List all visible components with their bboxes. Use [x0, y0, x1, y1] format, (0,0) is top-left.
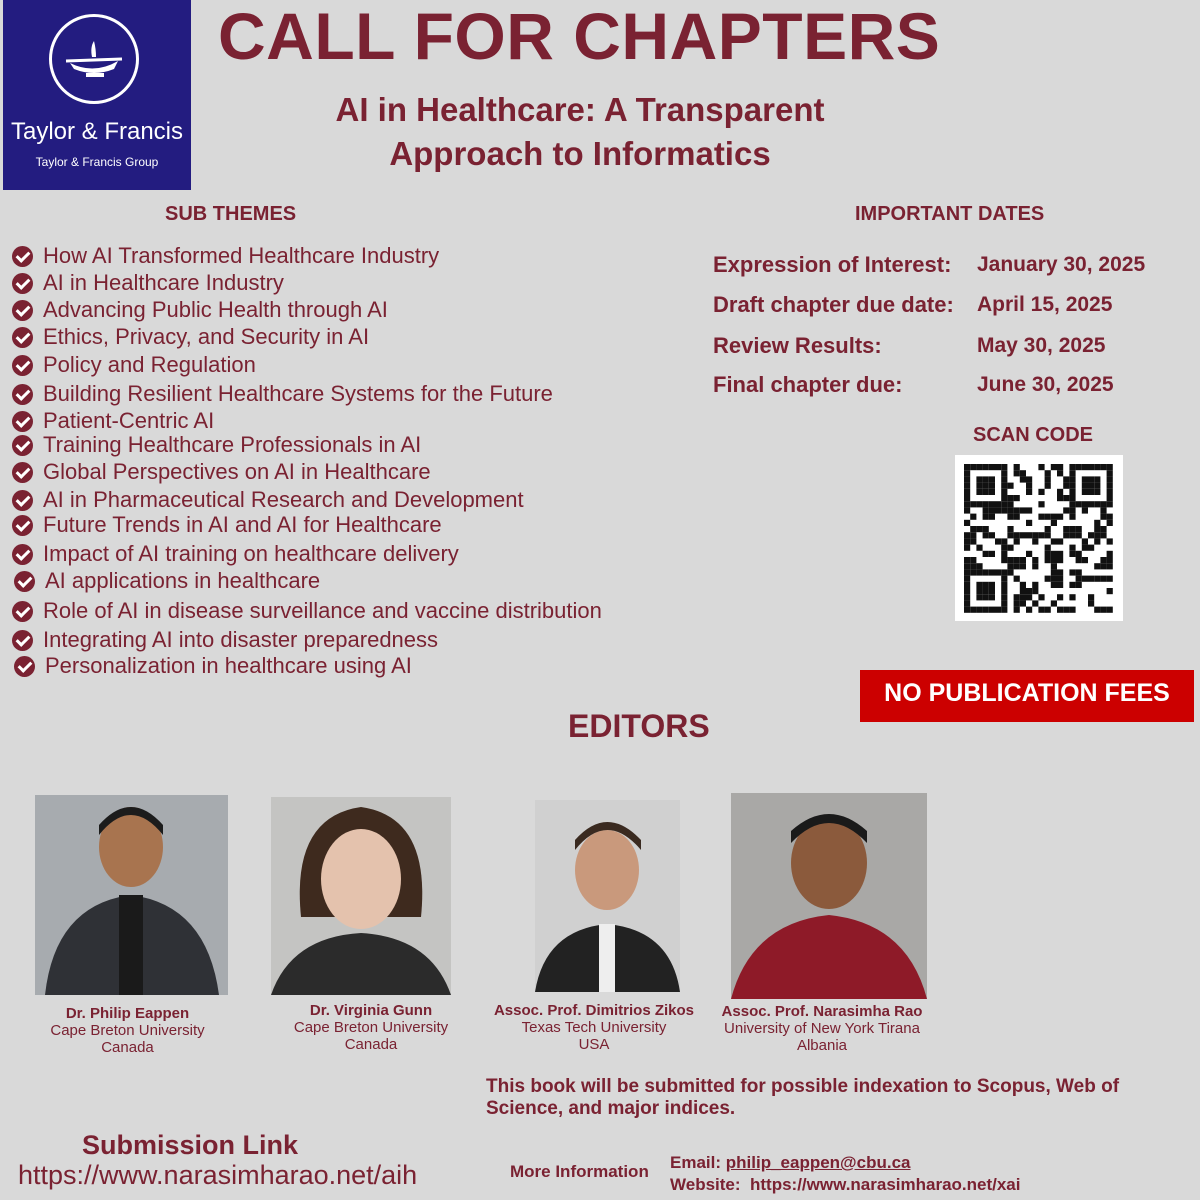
editor-affiliation: University of New York Tirana [724, 1020, 920, 1037]
qr-code[interactable] [955, 455, 1123, 621]
sub-theme-item [12, 459, 431, 485]
sub-theme-item [12, 297, 388, 323]
sub-theme-item [12, 243, 439, 269]
website-row [670, 1174, 1021, 1196]
book-title [250, 88, 910, 176]
book-title-line-1: AI in Healthcare: A Transparent [335, 91, 825, 128]
editor-card [710, 1003, 934, 1054]
check-circle-icon [12, 300, 33, 321]
sub-theme-label: Building Resilient Healthcare Systems for the Future [43, 381, 553, 406]
check-circle-icon [12, 435, 33, 456]
email-link[interactable]: philip_eappen@cbu.ca [725, 1153, 911, 1172]
editor-name: Assoc. Prof. Dimitrios Zikos [493, 1002, 695, 1019]
check-circle-icon [12, 246, 33, 267]
sub-theme-label: Policy and Regulation [43, 352, 256, 377]
sub-theme-item [12, 541, 459, 567]
sub-theme-item [12, 512, 442, 538]
check-circle-icon [12, 544, 33, 565]
editor-affiliation: Cape Breton University [293, 1019, 449, 1036]
editor-card [483, 1002, 705, 1053]
more-information-label: More Information [510, 1162, 649, 1181]
sub-theme-label: How AI Transformed Healthcare Industry [43, 243, 440, 268]
date-value: June 30, 2025 [977, 373, 1114, 396]
date-value: January 30, 2025 [977, 253, 1146, 276]
sub-theme-item [12, 352, 256, 378]
check-circle-icon [12, 384, 33, 405]
editor-name: Dr. Virginia Gunn [309, 1002, 433, 1019]
sub-theme-item [12, 487, 524, 513]
sub-theme-label: Patient-Centric AI [43, 408, 215, 433]
sub-theme-label: AI in Healthcare Industry [43, 270, 284, 295]
check-circle-icon [14, 656, 35, 677]
important-dates-heading: IMPORTANT DATES [855, 203, 1045, 225]
editor-card [20, 1005, 235, 1056]
editors-heading: EDITORS [568, 708, 710, 744]
website-label: Website: [670, 1175, 741, 1194]
publisher-logo [3, 0, 191, 190]
date-value: May 30, 2025 [977, 334, 1106, 357]
logo-group: Taylor & Francis Group [35, 155, 159, 169]
sub-theme-label: Personalization in healthcare using AI [45, 653, 412, 678]
sub-theme-label: Global Perspectives on AI in Healthcare [43, 459, 431, 484]
sub-theme-item [12, 381, 553, 407]
sub-themes-heading: SUB THEMES [165, 203, 297, 225]
check-circle-icon [12, 355, 33, 376]
editor-photo [535, 800, 680, 992]
sub-theme-item [14, 653, 412, 679]
editor-affiliation: Texas Tech University [521, 1019, 667, 1036]
submission-heading: Submission Link [82, 1130, 299, 1160]
scan-code-heading: SCAN CODE [973, 424, 1094, 446]
date-label: Review Results: [713, 333, 882, 358]
check-circle-icon [12, 327, 33, 348]
sub-theme-item [12, 432, 421, 458]
sub-theme-label: Impact of AI training on healthcare delivery [43, 541, 459, 566]
no-fees-badge: NO PUBLICATION FEES [860, 670, 1194, 722]
editor-photo [731, 793, 927, 999]
sub-theme-item [12, 598, 602, 624]
check-circle-icon [12, 630, 33, 651]
book-title-line-2: Approach to Informatics [389, 135, 771, 172]
sub-theme-item [12, 324, 369, 350]
email-row [670, 1152, 1021, 1174]
sub-theme-item [12, 627, 438, 653]
editor-name: Dr. Philip Eappen [65, 1005, 190, 1022]
check-circle-icon [14, 571, 35, 592]
check-circle-icon [12, 490, 33, 511]
editor-country: USA [578, 1036, 610, 1053]
editor-affiliation: Cape Breton University [50, 1022, 205, 1039]
date-value: April 15, 2025 [977, 293, 1113, 316]
editor-country: Albania [796, 1037, 848, 1054]
editor-name: Assoc. Prof. Narasimha Rao [721, 1003, 923, 1020]
date-label: Draft chapter due date: [713, 292, 954, 317]
sub-theme-item [12, 408, 214, 434]
sub-theme-label: AI applications in healthcare [45, 568, 321, 593]
sub-theme-item [14, 568, 320, 594]
contact-block [670, 1152, 1021, 1196]
date-label: Expression of Interest: [713, 252, 952, 277]
sub-theme-label: Role of AI in disease surveillance and vaccine distribution [43, 598, 602, 623]
sub-theme-label: Future Trends in AI and AI for Healthcare [43, 512, 442, 537]
page-title: CALL FOR CHAPTERS [218, 0, 941, 73]
sub-theme-label: Ethics, Privacy, and Security in AI [43, 324, 370, 349]
check-circle-icon [12, 515, 33, 536]
check-circle-icon [12, 601, 33, 622]
date-label: Final chapter due: [713, 372, 903, 397]
sub-theme-label: Training Healthcare Professionals in AI [43, 432, 422, 457]
indexing-note: This book will be submitted for possible indexation to Scopus, Web of Science, and major indices. [486, 1076, 1120, 1119]
sub-theme-label: Integrating AI into disaster preparedness [43, 627, 439, 652]
logo-name: Taylor & Francis [10, 118, 184, 145]
editor-photo [35, 795, 228, 995]
sub-theme-label: Advancing Public Health through AI [43, 297, 388, 322]
submission-link[interactable]: https://www.narasimharao.net/aih [18, 1160, 418, 1190]
check-circle-icon [12, 462, 33, 483]
sub-theme-label: AI in Pharmaceutical Research and Development [43, 487, 524, 512]
email-label: Email: [670, 1153, 722, 1172]
lamp-icon [49, 14, 139, 104]
check-circle-icon [12, 411, 33, 432]
editor-card [262, 1002, 480, 1053]
website-link[interactable]: https://www.narasimharao.net/xai [750, 1175, 1021, 1194]
editor-photo [271, 797, 451, 995]
sub-theme-item [12, 270, 284, 296]
check-circle-icon [12, 273, 33, 294]
editor-country: Canada [101, 1039, 154, 1056]
editor-country: Canada [344, 1036, 398, 1053]
